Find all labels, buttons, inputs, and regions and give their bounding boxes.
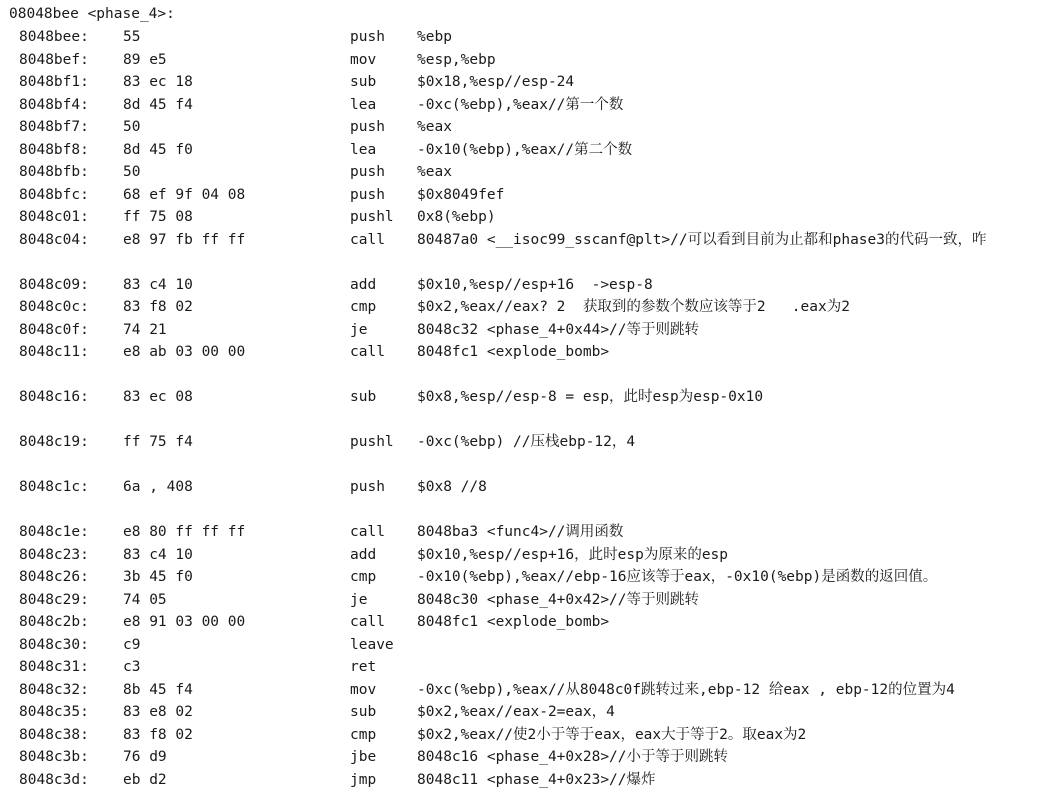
instruction-row xyxy=(9,566,1049,589)
instruction-operands: $0x2,%eax//使2小于等于eax，eax大于等于2。取eax为2 xyxy=(417,726,807,743)
disassembly-listing xyxy=(9,0,1049,791)
instruction-address: 8048bfb: xyxy=(19,164,89,180)
instruction-operands: $0x8 //8 xyxy=(417,479,487,495)
instruction-mnemonic: mov xyxy=(350,681,377,698)
instruction-mnemonic: push xyxy=(350,119,385,135)
instruction-bytes: 8b 45 f4 xyxy=(123,681,193,698)
instruction-operands: -0xc(%ebp),%eax//从8048c0f跳转过来,ebp-12 给eax , ebp-12的位置为4 xyxy=(417,681,955,698)
instruction-bytes: c3 xyxy=(123,659,141,675)
instruction-row xyxy=(9,724,1049,747)
instruction-mnemonic: lea xyxy=(350,96,377,113)
instruction-operands: 8048c30 <phase_4+0x42>//等于则跳转 xyxy=(417,591,700,608)
instruction-bytes: 50 xyxy=(123,164,141,180)
instruction-operands: 8048fc1 <explode_bomb> xyxy=(417,344,610,360)
instruction-bytes: 8d 45 f0 xyxy=(123,141,193,158)
instruction-address: 8048c16: xyxy=(19,389,89,405)
instruction-row xyxy=(9,229,1049,252)
blank-line xyxy=(9,499,1049,522)
instruction-row xyxy=(9,71,1049,94)
instruction-rows xyxy=(9,26,1049,791)
instruction-mnemonic: cmp xyxy=(350,299,377,315)
instruction-row xyxy=(9,431,1049,454)
instruction-row xyxy=(9,476,1049,499)
instruction-mnemonic: call xyxy=(350,614,385,630)
instruction-row xyxy=(9,634,1049,657)
instruction-address: 8048c26: xyxy=(19,569,89,585)
instruction-operands: $0x2,%eax//eax? 2 获取到的参数个数应该等于2 .eax为2 xyxy=(417,299,850,315)
instruction-mnemonic: ret xyxy=(350,659,377,675)
instruction-operands: -0x10(%ebp),%eax//第二个数 xyxy=(417,141,633,158)
blank-line xyxy=(9,454,1049,477)
blank-line xyxy=(9,409,1049,432)
instruction-bytes: 76 d9 xyxy=(123,749,167,765)
instruction-address: 8048bef: xyxy=(19,51,89,68)
instruction-mnemonic: sub xyxy=(350,389,377,405)
instruction-address: 8048c32: xyxy=(19,681,89,698)
instruction-bytes: c9 xyxy=(123,636,141,653)
instruction-operands: 8048c11 <phase_4+0x23>//爆炸 xyxy=(417,771,656,788)
instruction-address: 8048bf8: xyxy=(19,141,89,158)
instruction-operands: %eax xyxy=(417,119,452,135)
instruction-operands: %eax xyxy=(417,164,452,180)
instruction-address: 8048c31: xyxy=(19,659,89,675)
instruction-bytes: 83 ec 18 xyxy=(123,74,193,90)
instruction-row xyxy=(9,679,1049,702)
instruction-bytes: 55 xyxy=(123,29,141,45)
instruction-row xyxy=(9,206,1049,229)
instruction-mnemonic: mov xyxy=(350,51,377,68)
instruction-address: 8048c19: xyxy=(19,434,89,450)
instruction-bytes: 50 xyxy=(123,119,141,135)
instruction-bytes: 83 c4 10 xyxy=(123,276,193,293)
instruction-bytes: 83 c4 10 xyxy=(123,546,193,563)
instruction-bytes: 83 f8 02 xyxy=(123,726,193,743)
instruction-mnemonic: leave xyxy=(350,636,394,653)
instruction-operands: 80487a0 <__isoc99_sscanf@plt>//可以看到目前为止都和phase3的代码一致，咋 xyxy=(417,231,987,248)
instruction-row xyxy=(9,184,1049,207)
instruction-address: 8048c1c: xyxy=(19,479,89,495)
instruction-operands: 8048c32 <phase_4+0x44>//等于则跳转 xyxy=(417,321,700,338)
instruction-address: 8048bfc: xyxy=(19,186,89,203)
instruction-operands: $0x10,%esp//esp+16，此时esp为原来的esp xyxy=(417,546,729,563)
instruction-bytes: eb d2 xyxy=(123,771,167,788)
instruction-mnemonic: pushl xyxy=(350,434,394,450)
instruction-row xyxy=(9,386,1049,409)
instruction-row xyxy=(9,94,1049,117)
instruction-bytes: 74 21 xyxy=(123,321,167,338)
instruction-bytes: 83 f8 02 xyxy=(123,299,193,315)
instruction-address: 8048c1e: xyxy=(19,524,89,540)
instruction-mnemonic: call xyxy=(350,344,385,360)
instruction-address: 8048bf1: xyxy=(19,74,89,90)
instruction-operands: $0x10,%esp//esp+16 ->esp-8 xyxy=(417,276,653,293)
instruction-row xyxy=(9,544,1049,567)
instruction-mnemonic: je xyxy=(350,591,368,608)
blank-line xyxy=(9,364,1049,387)
instruction-operands: $0x18,%esp//esp-24 xyxy=(417,74,575,90)
instruction-bytes: 83 ec 08 xyxy=(123,389,193,405)
instruction-operands: $0x8049fef xyxy=(417,186,505,203)
instruction-address: 8048c35: xyxy=(19,704,89,720)
instruction-mnemonic: lea xyxy=(350,141,377,158)
instruction-operands: 0x8(%ebp) xyxy=(417,209,496,225)
instruction-row xyxy=(9,274,1049,297)
instruction-bytes: e8 97 fb ff ff xyxy=(123,231,246,248)
instruction-mnemonic: jbe xyxy=(350,749,377,765)
instruction-mnemonic: call xyxy=(350,524,385,540)
instruction-operands: %esp,%ebp xyxy=(417,51,496,68)
instruction-row xyxy=(9,116,1049,139)
instruction-bytes: e8 ab 03 00 00 xyxy=(123,344,246,360)
function-header: 08048bee <phase_4>: xyxy=(9,6,175,22)
instruction-address: 8048c0f: xyxy=(19,321,89,338)
instruction-address: 8048c11: xyxy=(19,344,89,360)
instruction-bytes: 8d 45 f4 xyxy=(123,96,193,113)
instruction-row xyxy=(9,589,1049,612)
instruction-bytes: ff 75 f4 xyxy=(123,434,193,450)
instruction-address: 8048c2b: xyxy=(19,614,89,630)
instruction-mnemonic: add xyxy=(350,546,377,563)
instruction-address: 8048c3b: xyxy=(19,749,89,765)
instruction-mnemonic: cmp xyxy=(350,569,377,585)
instruction-mnemonic: jmp xyxy=(350,771,377,788)
instruction-bytes: 89 e5 xyxy=(123,51,167,68)
instruction-mnemonic: add xyxy=(350,276,377,293)
instruction-operands: %ebp xyxy=(417,29,452,45)
instruction-address: 8048c04: xyxy=(19,231,89,248)
instruction-mnemonic: push xyxy=(350,164,385,180)
instruction-bytes: 83 e8 02 xyxy=(123,704,193,720)
instruction-bytes: 74 05 xyxy=(123,591,167,608)
instruction-mnemonic: cmp xyxy=(350,726,377,743)
instruction-mnemonic: je xyxy=(350,321,368,338)
instruction-address: 8048bee: xyxy=(19,29,89,45)
instruction-operands: -0xc(%ebp),%eax//第一个数 xyxy=(417,96,624,113)
instruction-row xyxy=(9,611,1049,634)
instruction-row xyxy=(9,319,1049,342)
instruction-mnemonic: sub xyxy=(350,74,377,90)
instruction-mnemonic: push xyxy=(350,29,385,45)
instruction-address: 8048c30: xyxy=(19,636,89,653)
instruction-address: 8048c09: xyxy=(19,276,89,293)
instruction-bytes: 6a , 408 xyxy=(123,479,193,495)
instruction-row xyxy=(9,341,1049,364)
instruction-address: 8048c38: xyxy=(19,726,89,743)
instruction-mnemonic: push xyxy=(350,479,385,495)
instruction-operands: 8048c16 <phase_4+0x28>//小于等于则跳转 xyxy=(417,749,729,765)
instruction-bytes: 3b 45 f0 xyxy=(123,569,193,585)
instruction-bytes: e8 91 03 00 00 xyxy=(123,614,246,630)
instruction-row xyxy=(9,701,1049,724)
instruction-row xyxy=(9,521,1049,544)
instruction-row xyxy=(9,656,1049,679)
instruction-row xyxy=(9,769,1049,792)
instruction-mnemonic: pushl xyxy=(350,209,394,225)
instruction-operands: 8048ba3 <func4>//调用函数 xyxy=(417,524,624,540)
instruction-operands: -0x10(%ebp),%eax//ebp-16应该等于eax，-0x10(%ebp)是函数的返回值。 xyxy=(417,569,938,585)
instruction-bytes: ff 75 08 xyxy=(123,209,193,225)
instruction-address: 8048c29: xyxy=(19,591,89,608)
instruction-row xyxy=(9,746,1049,769)
instruction-row xyxy=(9,49,1049,72)
instruction-operands: $0x2,%eax//eax-2=eax，4 xyxy=(417,704,615,720)
instruction-operands: -0xc(%ebp) //压栈ebp-12，4 xyxy=(417,434,636,450)
blank-line xyxy=(9,251,1049,274)
instruction-address: 8048bf7: xyxy=(19,119,89,135)
instruction-bytes: 68 ef 9f 04 08 xyxy=(123,186,246,203)
instruction-row xyxy=(9,139,1049,162)
instruction-address: 8048c0c: xyxy=(19,299,89,315)
instruction-mnemonic: sub xyxy=(350,704,377,720)
instruction-row xyxy=(9,26,1049,49)
instruction-bytes: e8 80 ff ff ff xyxy=(123,524,246,540)
instruction-operands: 8048fc1 <explode_bomb> xyxy=(417,614,610,630)
instruction-mnemonic: push xyxy=(350,186,385,203)
instruction-operands: $0x8,%esp//esp-8 = esp，此时esp为esp-0x10 xyxy=(417,389,764,405)
instruction-row xyxy=(9,161,1049,184)
instruction-mnemonic: call xyxy=(350,231,385,248)
instruction-address: 8048c01: xyxy=(19,209,89,225)
instruction-row xyxy=(9,296,1049,319)
instruction-address: 8048c23: xyxy=(19,546,89,563)
instruction-address: 8048bf4: xyxy=(19,96,89,113)
instruction-address: 8048c3d: xyxy=(19,771,89,788)
